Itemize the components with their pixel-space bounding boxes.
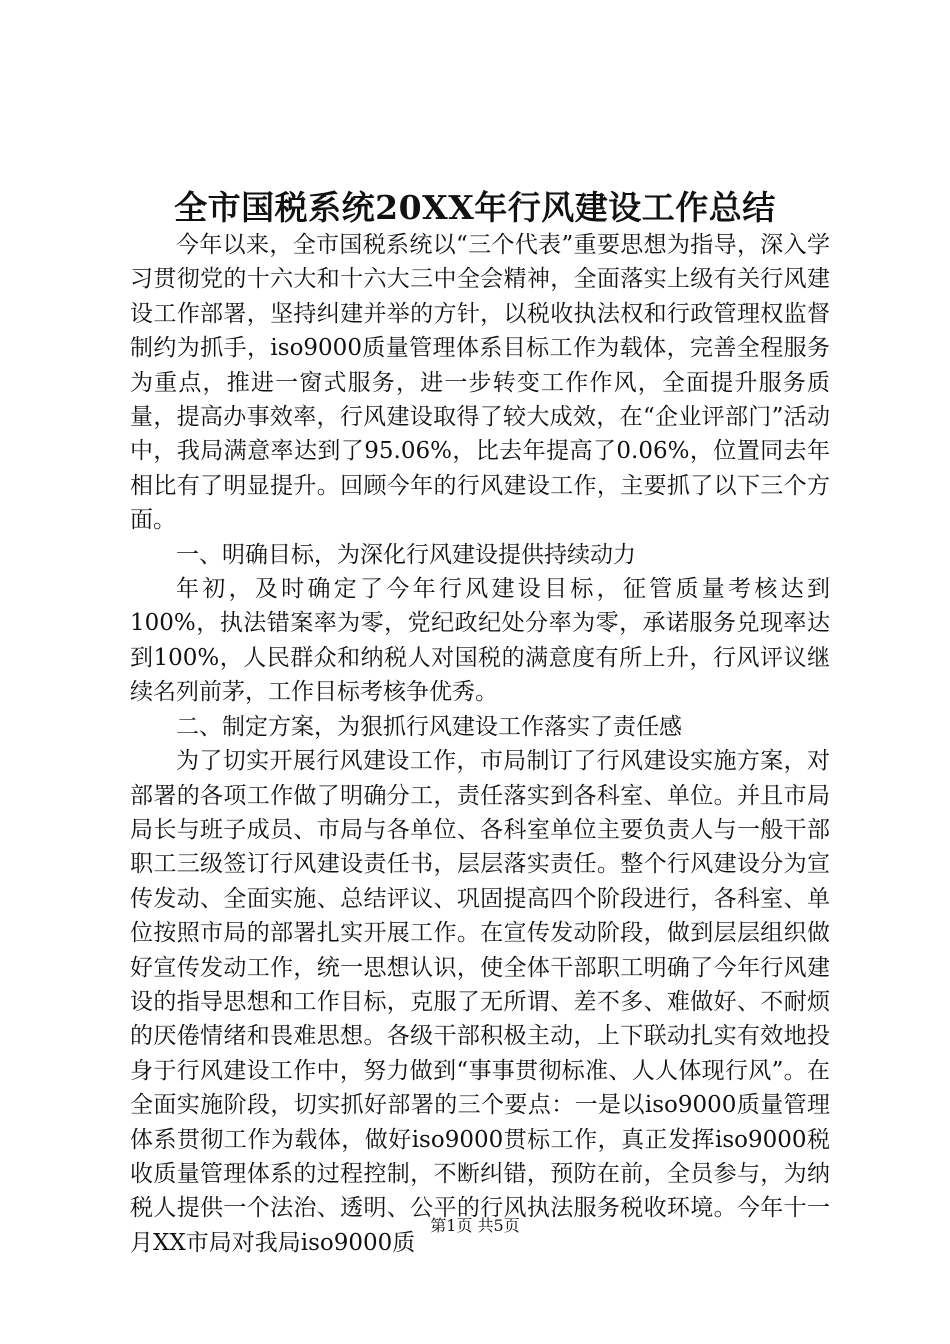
section-heading-2: 二、制定方案，为狠抓行风建设工作落实了责任感 — [176, 713, 682, 740]
document-title: 全市国税系统20XX年行风建设工作总结 — [174, 188, 776, 227]
page-footer: 第1页 共5页 — [430, 1216, 520, 1235]
section-1-paragraph: 年初，及时确定了今年行风建设目标，征管质量考核达到100%，执法错案率为零，党纪政纪处分率为零，承诺服务兑现率达到100%，人民群众和纳税人对国税的满意度有所上升，行风评议继续名列前茅，工作目标考核争优秀。 — [130, 576, 830, 706]
intro-paragraph: 今年以来，全市国税系统以“三个代表”重要思想为指导，深入学习贯彻党的十六大和十六大三中全会精神，全面落实上级有关行风建设工作部署，坚持纠建并举的方针，以税收执法权和行政管理权监督制约为抓手，iso9000质量管理体系目标工作为载体，完善全程服务为重点，推进一窗式服务，进一步转变工作作风，全面提升服务质量，提高办事效率，行风建设取得了较大成效，在“企业评部门”活动中，我局满意率达到了95.06%，比去年提高了0.06%，位置同去年相比有了明显提升。回顾今年的行风建设工作，主要抓了以下三个方面。 — [130, 232, 830, 534]
document-body — [130, 228, 830, 1260]
section-heading-1: 一、明确目标，为深化行风建设提供持续动力 — [176, 541, 636, 568]
section-2-paragraph: 为了切实开展行风建设工作，市局制订了行风建设实施方案，对部署的各项工作做了明确分工，责任落实到各科室、单位。并且市局局长与班子成员、市局与各单位、各科室单位主要负责人与一般干部职工三级签订行风建设责任书，层层落实责任。整个行风建设分为宣传发动、全面实施、总结评议、巩固提高四个阶段进行，各科室、单位按照市局的部署扎实开展工作。在宣传发动阶段，做到层层组织做好宣传发动工作，统一思想认识，使全体干部职工明确了今年行风建设的指导思想和工作目标，克服了无所谓、差不多、难做好、不耐烦的厌倦情绪和畏难思想。各级干部积极主动，上下联动扎实有效地投身于行风建设工作中，努力做到“事事贯彻标准、人人体现行风”。在全面实施阶段，切实抓好部署的三个要点：一是以iso9000质量管理体系贯彻工作为载体，做好iso9000贯标工作，真正发挥iso9000税收质量管理体系的过程控制，不断纠错，预防在前，全员参与，为纳税人提供一个法治、透明、公平的行风执法服务税收环境。今年十一月XX市局对我局iso9000质 — [130, 748, 830, 1256]
